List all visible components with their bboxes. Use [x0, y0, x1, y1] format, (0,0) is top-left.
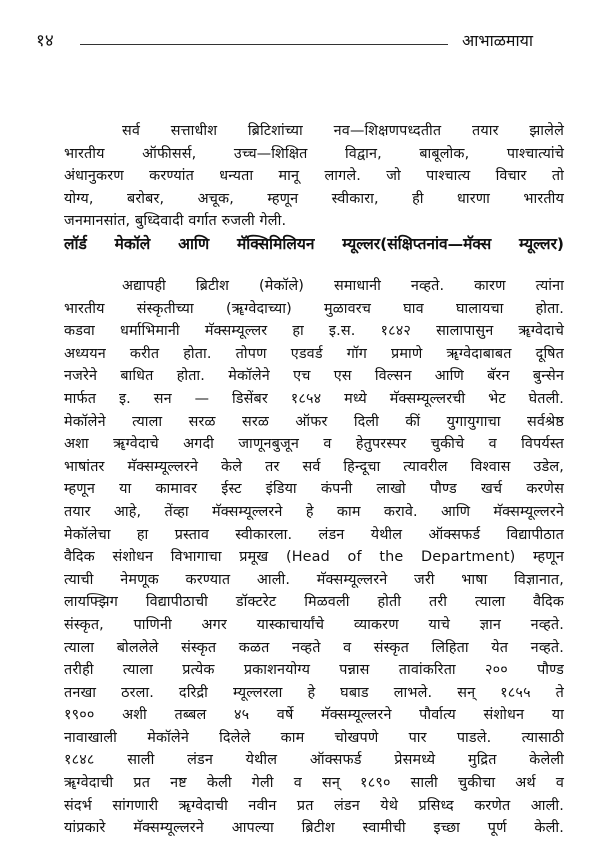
text-line: मार्फत इ. सन — डिसेंबर १८५४ मध्ये मॅक्सम्यूल्लरची भेट घेतली.	[64, 390, 564, 407]
paragraph-1	[64, 120, 564, 233]
text-line: १९०० अशी तब्बल ४५ वर्षे मॅक्सम्यूल्लरने पौर्वात्य संशोधन या	[64, 707, 564, 724]
page-header	[36, 30, 559, 54]
text-line: १८४८ साली लंडन येथील ऑक्सफर्ड प्रेसमध्ये मुद्रित केलेली	[64, 752, 564, 769]
text-line: त्याची नेमणूक करण्यात आली. मॅक्सम्यूल्लरने जरी भाषा विज्ञानात,	[64, 571, 564, 588]
text-line: नावाखाली मेकॉलेने दिलेले काम चोखपणे पार पाडले. त्यासाठी	[64, 729, 564, 746]
text-line: लायफ्झिग विद्यापीठाची डॉक्टरेट मिळवली होती तरी त्याला वैदिक	[64, 594, 564, 611]
text-line: मेकॉलेने त्याला सरळ सरळ ऑफर दिली कीं युगायुगाचा सर्वश्रेष्ठ	[64, 413, 564, 430]
text-line: वैदिक संशोधन विभागाचा प्रमूख (Head of the Department) म्हणून	[64, 549, 564, 566]
text-line: कडवा धर्माभिमानी मॅक्सम्यूल्लर हा इ.स. १८४२ सालापासुन ॠग्वेदाचे	[64, 323, 564, 340]
text-line: म्हणून या कामावर ईस्ट इंडिया कंपनी लाखो पौण्ड खर्च करणेस	[64, 481, 564, 498]
paragraph-2	[64, 275, 564, 840]
text-line: त्याला बोललेले संस्कृत कळत नव्हते व संस्कृत लिहिता येत नव्हते.	[64, 639, 564, 656]
text-line: यांप्रकारे मॅक्सम्यूल्लरने आपल्या ब्रिटीश स्वामीची इच्छा पूर्ण केली.	[64, 820, 564, 837]
text-line: तयार आहे, तेंव्हा मॅक्सम्यूल्लरने हे काम करावे. आणि मॅक्सम्यूल्लरने	[64, 503, 564, 520]
text-line: संस्कृत, पाणिनी अगर यास्काचार्यांचे व्याकरण याचे ज्ञान नव्हते.	[64, 616, 564, 633]
text-line: सर्व सत्ताधीश ब्रिटिशांच्या नव—शिक्षणपध्दतीत तयार झालेले	[122, 123, 564, 139]
text-line: अंधानुकरण करण्यांत धन्यता मानू लागले. जो पाश्चात्य विचार तो	[64, 168, 564, 185]
header-rule	[80, 44, 448, 45]
page-number: १४	[36, 31, 54, 51]
text-line: भाषांतर मॅक्सम्यूल्लरने केले तर सर्व हिन्दूचा त्यावरील विश्वास उडेल,	[64, 458, 564, 475]
text-line: तरीही त्याला प्रत्येक प्रकाशनयोग्य पन्नास तावांकरिता २०० पौण्ड	[64, 662, 564, 679]
text-line: संदर्भ सांगणारी ॠग्वेदाची नवीन प्रत लंडन येथे प्रसिध्द करणेत आली.	[64, 797, 564, 814]
text-line: नजरेने बाधित होता. मेकॉलेने एच एस विल्सन आणि बॅरन बुन्सेन	[64, 368, 564, 385]
text-line: जनमानसांत, बुध्दिवादी वर्गात रुजली गेली.	[64, 213, 287, 230]
text-line: अध्ययन करीत होता. तोपण एडवर्ड गॉग प्रमाणे ॠग्वेदाबाबत दूषित	[64, 345, 564, 362]
text-line: योग्य, बरोबर, अचूक, म्हणून स्वीकारा, ही धारणा भारतीय	[64, 190, 564, 207]
running-title: आभाळमाया	[462, 31, 534, 50]
text-line: अद्यापही ब्रिटीश (मेकॉले) समाधानी नव्हते. कारण त्यांना	[122, 278, 564, 294]
text-line: मेकॉलेचा हा प्रस्ताव स्वीकारला. लंडन येथील ऑक्सफर्ड विद्यापीठात	[64, 526, 564, 543]
text-line: भारतीय ऑफीसर्स, उच्च—शिक्षित विद्वान, बाबूलोक, पाश्चात्यांचे	[64, 145, 564, 162]
text-line: तनखा ठरला. दरिद्री म्यूल्लरला हे घबाड लाभले. सन् १८५५ ते	[64, 684, 564, 701]
text-line: अशा ॠग्वेदाचे अगदी जाणूनबुजून व हेतुपरस्पर चुकीचे व विपर्यस्त	[64, 436, 564, 453]
text-line: भारतीय संस्कृतीच्या (ॠग्वेदाच्या) मुळावरच घाव घालायचा होता.	[64, 300, 564, 317]
text-line: ॠग्वेदाची प्रत नष्ट केली गेली व सन् १८९० साली चुकीचा अर्थ व	[64, 775, 564, 792]
section-heading: लॉर्ड मेकॉले आणि मॅक्सिमिलियन म्यूल्लर(संक्षिप्तनांव—मॅक्स म्यूल्लर)	[64, 235, 564, 253]
